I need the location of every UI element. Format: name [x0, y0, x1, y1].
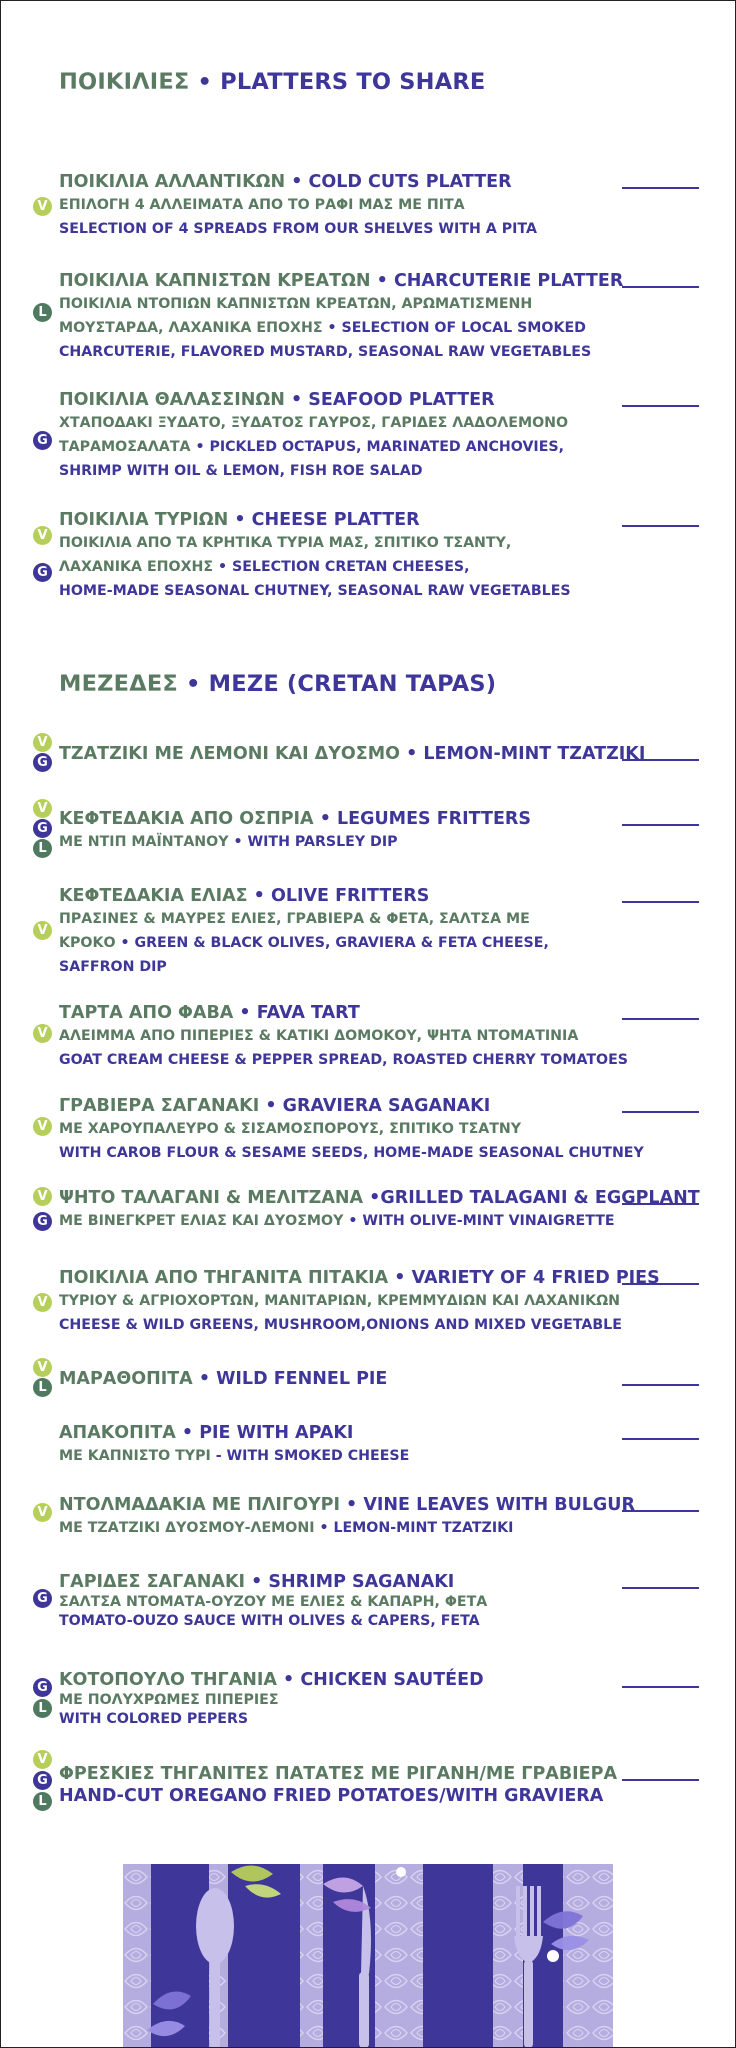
item-description-mixed: ΤΑΡΑΜΟΣΑΛΑΤΑ • PICKLED OCTAPUS, MARINATED ANCHOVIES,	[59, 439, 565, 455]
price-line	[622, 1283, 699, 1285]
item-description-en: WITH COLORED PEPERS	[59, 1711, 249, 1727]
menu-item-chicken-sauteed	[59, 1669, 699, 1729]
item-title: ΚΕΦΤΕΔΑΚΙΑ ΑΠΟ ΟΣΠΡΙΑ • LEGUMES FRITTERS	[59, 809, 531, 829]
gluten-free-badge-icon: G	[33, 753, 52, 772]
item-description-gr: ΠΡΑΣΙΝΕΣ & ΜΑΥΡΕΣ ΕΛΙΕΣ, ΓΡΑΒΙΕΡΑ & ΦΕΤΑ, ΣΑΛΤΣΑ ΜΕ	[59, 911, 530, 927]
item-title: ΜΑΡΑΘΟΠΙΤΑ • WILD FENNEL PIE	[59, 1369, 388, 1389]
section-title-platters: ΠΟΙΚΙΛΙΕΣ • PLATTERS TO SHARE	[59, 69, 486, 95]
menu-item-seafood	[59, 389, 699, 483]
item-description-gr: ΜΕ ΠΟΛΥΧΡΩΜΕΣ ΠΙΠΕΡΙΕΣ	[59, 1692, 279, 1708]
vegetarian-badge-icon: V	[33, 1358, 52, 1377]
menu-item-shrimp-saganaki	[59, 1571, 699, 1631]
vegetarian-badge-icon: V	[33, 1293, 52, 1312]
item-title: ΠΟΙΚΙΛΙΑ ΚΑΠΝΙΣΤΩΝ ΚΡΕΑΤΩΝ • CHARCUTERIE PLATTER	[59, 271, 624, 291]
price-line	[622, 1779, 699, 1781]
price-line	[622, 1384, 699, 1386]
menu-item-grilled-talagani	[59, 1187, 699, 1233]
item-description-gr: ΜΕ ΧΑΡΟΥΠΑΛΕΥΡΟ & ΣΙΣΑΜΟΣΠΟΡΟΥΣ, ΣΠΙΤΙΚΟ ΤΣΑΤΝΥ	[59, 1121, 522, 1137]
item-description-en: SHRIMP WITH OIL & LEMON, FISH ROE SALAD	[59, 463, 423, 479]
menu-item-fried-pies	[59, 1267, 699, 1337]
item-title: ΓΑΡΙΔΕΣ ΣΑΓΑΝΑΚΙ • SHRIMP SAGANAKI	[59, 1572, 455, 1592]
item-title: ΠΟΙΚΙΛΙΑ ΑΠΟ ΤΗΓΑΝΙΤΑ ΠΙΤΑΚΙΑ • VARIETY OF 4 FRIED PIES	[59, 1268, 660, 1288]
item-description-en: GOAT CREAM CHEESE & PEPPER SPREAD, ROASTED CHERRY TOMATOES	[59, 1052, 629, 1068]
gluten-free-badge-icon: G	[33, 431, 52, 450]
item-title: ΠΟΙΚΙΛΙΑ ΑΛΛΑΝΤΙΚΩΝ • COLD CUTS PLATTER	[59, 172, 512, 192]
gluten-free-badge-icon: G	[33, 819, 52, 838]
item-description-mixed: ΚΡΟΚΟ • GREEN & BLACK OLIVES, GRAVIERA & FETA CHEESE,	[59, 935, 549, 951]
item-description-gr: ΠΟΙΚΙΛΙΑ ΝΤΟΠΙΩΝ ΚΑΠΝΙΣΤΩΝ ΚΡΕΑΤΩΝ, ΑΡΩΜΑΤΙΣΜΕΝΗ	[59, 296, 533, 312]
price-line	[622, 901, 699, 903]
gluten-free-badge-icon: G	[33, 1771, 52, 1790]
item-title: ΚΕΦΤΕΔΑΚΙΑ ΕΛΙΑΣ • OLIVE FRITTERS	[59, 886, 430, 906]
menu-item-legumes-fritters	[59, 808, 699, 854]
cutlery-illustration	[123, 1864, 613, 2048]
menu-item-fava-tart	[59, 1002, 699, 1072]
vegetarian-badge-icon: V	[33, 1024, 52, 1043]
price-line	[622, 1111, 699, 1113]
price-line	[622, 405, 699, 407]
item-description-mixed: ΜΕ ΒΙΝΕΓΚΡΕΤ ΕΛΙΑΣ ΚΑΙ ΔΥΟΣΜΟΥ • WITH OLIVE-MINT VINAIGRETTE	[59, 1213, 615, 1229]
local-badge-icon: L	[33, 1699, 52, 1718]
menu-item-tzatziki	[59, 743, 699, 765]
menu-item-apakopita	[59, 1422, 699, 1468]
menu-item-cheese	[59, 509, 699, 603]
vegetarian-badge-icon: V	[33, 1750, 52, 1769]
vegetarian-badge-icon: V	[33, 1117, 52, 1136]
item-description-gr: ΕΠΙΛΟΓΗ 4 ΑΛΛΕΙΜΑΤΑ ΑΠΟ ΤΟ ΡΑΦΙ ΜΑΣ ΜΕ ΠΙΤΑ	[59, 197, 465, 213]
item-title: ΤΖΑΤΖΙΚΙ ΜΕ ΛΕΜΟΝΙ ΚΑΙ ΔΥΟΣΜΟ • LEMON-MINT TZATZIKI	[59, 744, 646, 764]
vegetarian-badge-icon: V	[33, 1503, 52, 1522]
item-description-gr: ΑΛΕΙΜΜΑ ΑΠΟ ΠΙΠΕΡΙΕΣ & ΚΑΤΙΚΙ ΔΟΜΟΚΟΥ, ΨΗΤΑ ΝΤΟΜΑΤΙΝΙΑ	[59, 1028, 579, 1044]
item-description-en: SELECTION OF 4 SPREADS FROM OUR SHELVES WITH A PITA	[59, 221, 537, 237]
item-title: ΝΤΟΛΜΑΔΑΚΙΑ ΜΕ ΠΛΙΓΟΥΡΙ • VINE LEAVES WITH BULGUR	[59, 1495, 635, 1515]
section-title-meze: ΜΕΖΕΔΕΣ • MEZE (CRETAN TAPAS)	[59, 671, 497, 697]
item-title: ΤΑΡΤΑ ΑΠΟ ΦΑΒΑ • FAVA TART	[59, 1003, 360, 1023]
item-title: ΠΟΙΚΙΛΙΑ ΤΥΡΙΩΝ • CHEESE PLATTER	[59, 510, 420, 530]
menu-item-charcuterie	[59, 270, 699, 364]
price-line	[622, 1438, 699, 1440]
item-title: ΨΗΤΟ ΤΑΛΑΓΑΝΙ & ΜΕΛΙΤΖΑΝΑ •GRILLED TALAGANI & EGGPLANT	[59, 1188, 700, 1208]
vegetarian-badge-icon: V	[33, 197, 52, 216]
price-line	[622, 525, 699, 527]
menu-item-fried-potatoes	[59, 1763, 699, 1807]
menu-item-olive-fritters	[59, 885, 699, 979]
item-title-gr: ΦΡΕΣΚΙΕΣ ΤΗΓΑΝΙΤΕΣ ΠΑΤΑΤΕΣ ΜΕ ΡΙΓΑΝΗ/ΜΕ ΓΡΑΒΙΕΡΑ	[59, 1764, 618, 1784]
price-line	[622, 1510, 699, 1512]
item-description-en: CHEESE & WILD GREENS, MUSHROOM,ONIONS AND MIXED VEGETABLE	[59, 1317, 622, 1333]
item-description-en: HOME-MADE SEASONAL CHUTNEY, SEASONAL RAW VEGETABLES	[59, 583, 571, 599]
vegetarian-badge-icon: V	[33, 733, 52, 752]
price-line	[622, 1587, 699, 1589]
price-line	[622, 824, 699, 826]
item-description-en: CHARCUTERIE, FLAVORED MUSTARD, SEASONAL RAW VEGETABLES	[59, 344, 592, 360]
price-line	[622, 1018, 699, 1020]
item-title: ΑΠΑΚΟΠΙΤΑ • PIE WITH APAKI	[59, 1423, 354, 1443]
vegetarian-badge-icon: V	[33, 1187, 52, 1206]
item-description-en: TOMATO-OUZO SAUCE WITH OLIVES & CAPERS, FETA	[59, 1613, 480, 1629]
item-description-mixed: ΜΕ ΝΤΙΠ ΜΑΪΝΤΑΝΟΥ • WITH PARSLEY DIP	[59, 834, 398, 850]
item-title: ΠΟΙΚΙΛΙΑ ΘΑΛΑΣΣΙΝΩΝ • SEAFOOD PLATTER	[59, 390, 495, 410]
price-line	[622, 187, 699, 189]
item-description-en: WITH CAROB FLOUR & SESAME SEEDS, HOME-MADE SEASONAL CHUTNEY	[59, 1145, 644, 1161]
price-line	[622, 1686, 699, 1688]
item-description-mixed: ΜΕ ΚΑΠΝΙΣΤΟ ΤΥΡΙ - WITH SMOKED CHEESE	[59, 1448, 410, 1464]
item-description-gr: ΧΤΑΠΟΔΑΚΙ ΞΥΔΑΤΟ, ΞΥΔΑΤΟΣ ΓΑΥΡΟΣ, ΓΑΡΙΔΕΣ ΛΑΔΟΛΕΜΟΝΟ	[59, 415, 569, 431]
price-line	[622, 286, 699, 288]
gluten-free-badge-icon: G	[33, 1212, 52, 1231]
gluten-free-badge-icon: G	[33, 563, 52, 582]
local-badge-icon: L	[33, 303, 52, 322]
price-line	[622, 759, 699, 761]
gluten-free-badge-icon: G	[33, 1678, 52, 1697]
menu-item-dolmadakia	[59, 1494, 699, 1540]
item-title: ΓΡΑΒΙΕΡΑ ΣΑΓΑΝΑΚΙ • GRAVIERA SAGANAKI	[59, 1096, 491, 1116]
item-description-mixed: ΜΕ ΤΖΑΤΖΙΚΙ ΔΥΟΣΜΟΥ-ΛΕΜΟΝΙ • LEMON-MINT TZATZIKI	[59, 1520, 514, 1536]
item-description-gr: ΣΑΛΤΣΑ ΝΤΟΜΑΤΑ-ΟΥΖΟΥ ΜΕ ΕΛΙΕΣ & ΚΑΠΑΡΗ, ΦΕΤΑ	[59, 1594, 488, 1610]
vegetarian-badge-icon: V	[33, 799, 52, 818]
local-badge-icon: L	[33, 839, 52, 858]
item-title-en: HAND-CUT OREGANO FRIED POTATOES/WITH GRAVIERA	[59, 1786, 604, 1806]
menu-item-graviera-saganaki	[59, 1095, 699, 1165]
item-title: ΚΟΤΟΠΟΥΛΟ ΤΗΓΑΝΙΑ • CHICKEN SAUTÉED	[59, 1670, 484, 1690]
item-description-mixed: ΜΟΥΣΤΑΡΔΑ, ΛΑΧΑΝΙΚΑ ΕΠΟΧΗΣ • SELECTION OF LOCAL SMOKED	[59, 320, 586, 336]
gluten-free-badge-icon: G	[33, 1589, 52, 1608]
local-badge-icon: L	[33, 1378, 52, 1397]
item-description-gr: ΠΟΙΚΙΛΙΑ ΑΠΟ ΤΑ ΚΡΗΤΙΚΑ ΤΥΡΙΑ ΜΑΣ, ΣΠΙΤΙΚΟ ΤΣΑΝΤΥ,	[59, 535, 512, 551]
price-line	[622, 1203, 699, 1205]
item-description-mixed: ΛΑΧΑΝΙΚΑ ΕΠΟΧΗΣ • SELECTION CRETAN CHEESES,	[59, 559, 470, 575]
local-badge-icon: L	[33, 1792, 52, 1811]
menu-item-wild-fennel-pie	[59, 1368, 699, 1390]
menu-item-cold-cuts	[59, 171, 699, 241]
vegetarian-badge-icon: V	[33, 526, 52, 545]
vegetarian-badge-icon: V	[33, 921, 52, 940]
item-description-en: SAFFRON DIP	[59, 959, 167, 975]
item-description-gr: ΤΥΡΙΟΥ & ΑΓΡΙΟΧΟΡΤΩΝ, ΜΑΝΙΤΑΡΙΩΝ, ΚΡΕΜΜΥΔΙΩΝ ΚΑΙ ΛΑΧΑΝΙΚΩΝ	[59, 1293, 621, 1309]
